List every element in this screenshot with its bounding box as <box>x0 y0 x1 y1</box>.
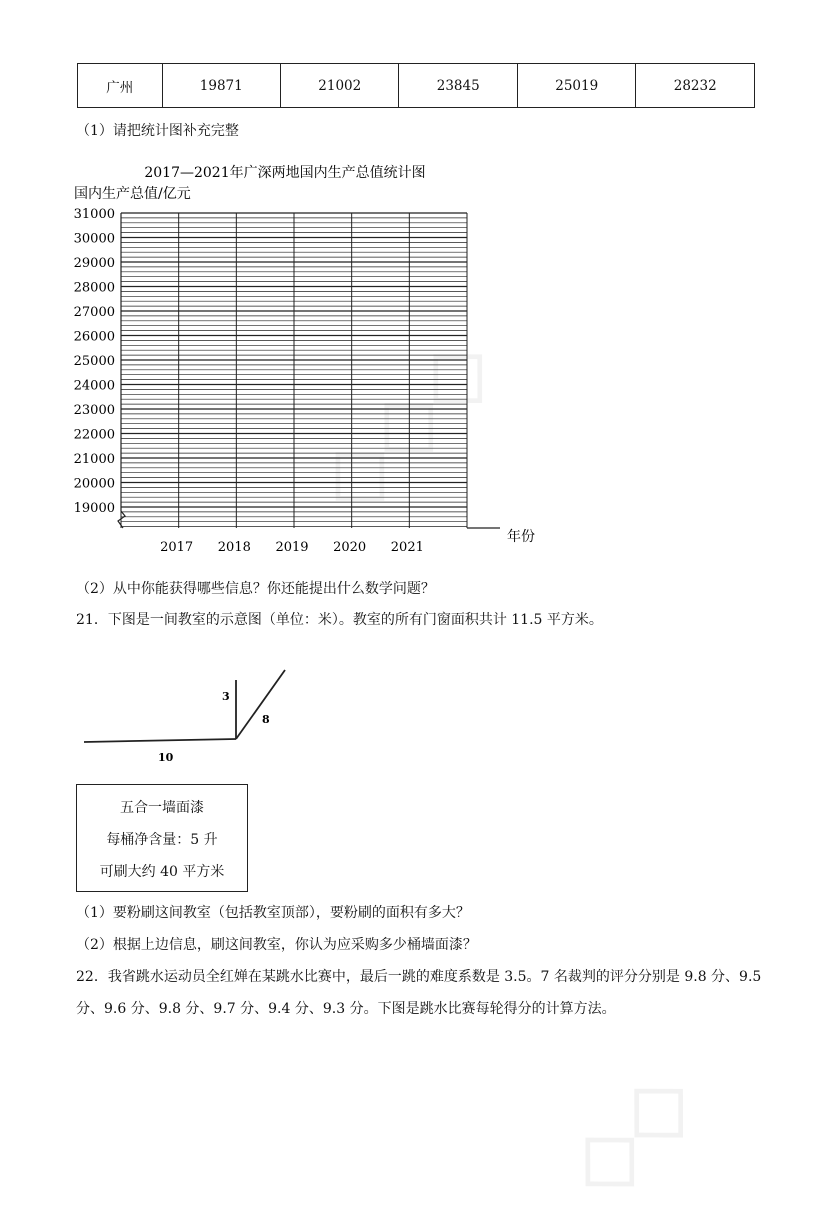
paint-volume: 每桶净含量：5 升 <box>106 832 218 848</box>
question-21-2: （2）根据上边信息，刷这间教室，你认为应采购多少桶墙面漆？ <box>76 937 477 953</box>
y-tick-label: 19000 <box>73 501 115 516</box>
chart-title: 2017—2021年广深两地国内生产总值统计图 <box>144 165 426 181</box>
table-cell: 25019 <box>517 64 635 108</box>
y-tick-label: 26000 <box>73 329 115 345</box>
y-tick-label: 22000 <box>73 427 115 443</box>
gdp-chart <box>60 155 560 565</box>
x-tick-label: 2020 <box>333 540 367 555</box>
width-edge <box>236 670 285 739</box>
chart-yticks <box>74 207 115 516</box>
chart-xlabel: 年份 <box>507 529 535 545</box>
y-tick-label: 24000 <box>73 378 115 394</box>
table-cell: 23845 <box>399 64 517 108</box>
length-label: 10 <box>158 751 174 764</box>
question-22-line1: 22．我省跳水运动员全红婵在某跳水比赛中，最后一跳的难度系数是 3.5。7 名裁判的评分分别是 9.8 分、9.5 <box>76 969 762 985</box>
table-cell: 28232 <box>636 64 755 108</box>
y-tick-label: 29000 <box>73 256 115 271</box>
table-row <box>78 64 755 108</box>
table-cell-city: 广州 <box>78 64 163 108</box>
width-label: 8 <box>262 713 270 726</box>
y-tick-label: 23000 <box>73 403 115 418</box>
question-20-1: （1）请把统计图补充完整 <box>76 123 239 139</box>
question-21-1: （1）要粉刷这间教室（包括教室顶部），要粉刷的面积有多大？ <box>76 905 470 921</box>
x-tick-label: 2017 <box>160 540 194 555</box>
x-tick-label: 2018 <box>217 540 251 555</box>
y-axis-break <box>118 213 125 528</box>
y-tick-label: 28000 <box>73 280 115 296</box>
length-edge <box>84 739 236 742</box>
gdp-table <box>77 63 755 108</box>
question-21: 21．下图是一间教室的示意图（单位：米）。教室的所有门窗面积共计 11.5 平方米。 <box>76 612 603 628</box>
height-label: 3 <box>222 690 230 703</box>
y-tick-label: 31000 <box>73 207 115 222</box>
question-20-2: （2）从中你能获得哪些信息？你还能提出什么数学问题？ <box>76 581 435 597</box>
question-22-line2: 分、9.6 分、9.8 分、9.7 分、9.4 分、9.3 分。下图是跳水比赛每轮得分的计算方法。 <box>76 1001 616 1017</box>
watermark: ◇◇ <box>543 1046 716 1219</box>
y-tick-label: 30000 <box>73 231 115 247</box>
chart-grid <box>118 213 500 528</box>
paint-coverage: 可刷大约 40 平方米 <box>99 864 225 880</box>
y-tick-label: 21000 <box>73 452 115 467</box>
x-tick-label: 2021 <box>390 540 424 555</box>
y-tick-label: 27000 <box>73 305 115 320</box>
watermark: ◇◇◇ <box>293 311 515 534</box>
table-cell: 19871 <box>162 64 280 108</box>
classroom-diagram <box>80 660 310 770</box>
chart-ylabel: 国内生产总值/亿元 <box>74 186 191 202</box>
chart-xticks <box>160 540 424 555</box>
paint-info-box <box>76 784 248 892</box>
x-tick-label: 2019 <box>275 540 309 555</box>
y-tick-label: 25000 <box>73 354 115 369</box>
table-cell: 21002 <box>281 64 399 108</box>
y-tick-label: 20000 <box>73 476 115 492</box>
paint-name: 五合一墙面漆 <box>120 800 204 816</box>
